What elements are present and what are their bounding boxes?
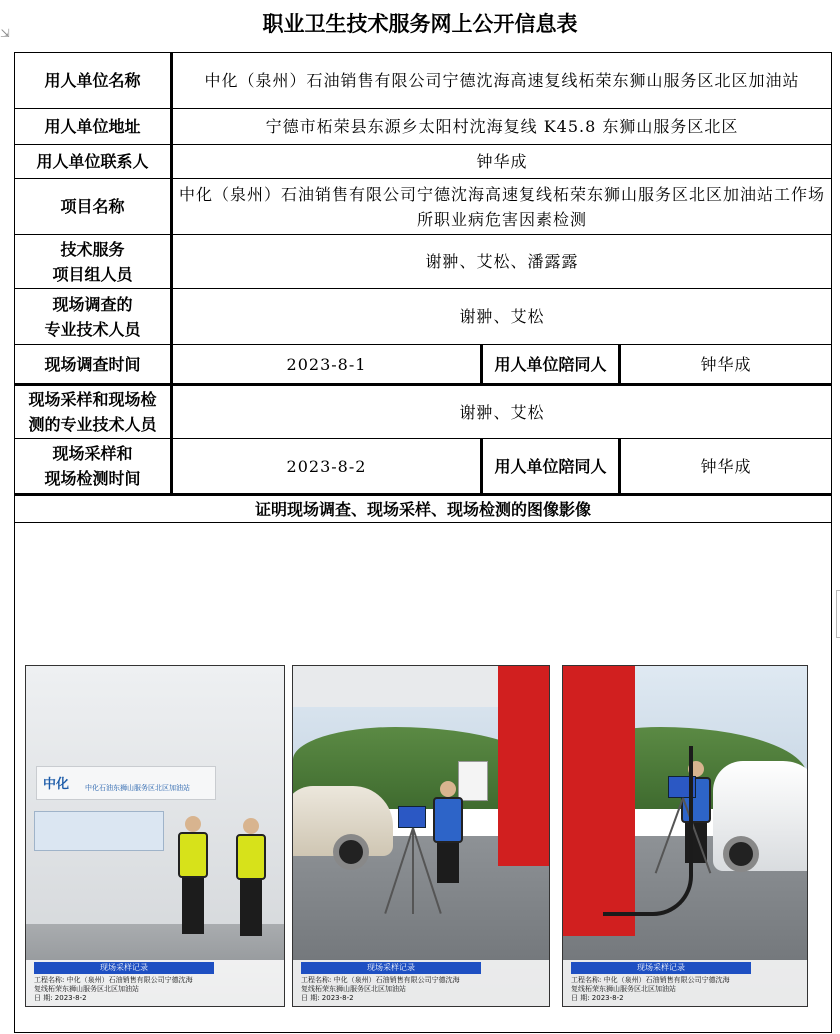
images-cell <box>15 523 832 1033</box>
employer-name-label: 用人单位名称 <box>15 53 172 109</box>
row-images <box>15 523 832 1033</box>
service-team-label <box>15 235 172 289</box>
sampling-staff-label-line1: 现场采样和现场检 <box>28 390 157 409</box>
photo1-person-left <box>178 816 208 934</box>
survey-escort-label: 用人单位陪同人 <box>482 345 620 385</box>
photo3-fuel-hose <box>603 746 693 916</box>
service-team-label-line1: 技术服务 <box>60 239 125 259</box>
photo2-attendant <box>433 781 463 883</box>
sampling-time-label-line1: 现场采样和 <box>52 444 133 463</box>
photo2-caption-title: 现场采样记录 <box>301 962 481 974</box>
photo1-station-sign <box>36 766 216 800</box>
project-name-label: 项目名称 <box>15 179 172 235</box>
survey-staff-label <box>15 289 172 345</box>
row-sampling-time <box>15 439 832 495</box>
photo2-caption-line3: 日 期: 2023-8-2 <box>301 994 354 1002</box>
sampling-escort-label: 用人单位陪同人 <box>482 439 620 495</box>
row-employer-name <box>15 53 832 109</box>
page-edge-marker <box>836 590 840 638</box>
photo1-sign-text: 中化石油东狮山服务区北区加油站 <box>85 784 190 792</box>
photo2-fuel-pump <box>498 666 550 866</box>
photo3-caption-line2: 复线柘荣东狮山服务区北区加油站 <box>571 985 676 993</box>
row-survey-staff <box>15 289 832 345</box>
project-name-value: 中化（泉州）石油销售有限公司宁德沈海高速复线柘荣东狮山服务区北区加油站工作场所职业病危害因素检测 <box>172 179 832 235</box>
service-team-label-line2: 项目组人员 <box>52 264 133 284</box>
row-employer-contact <box>15 145 832 179</box>
photo-sampling-at-pump <box>292 665 550 1007</box>
sampling-time-label-line2: 现场检测时间 <box>44 469 141 488</box>
photo2-caption-line1: 工程名称: 中化（泉州）石油销售有限公司宁德沈海 <box>301 976 460 984</box>
info-table <box>14 52 832 1033</box>
sampling-staff-value: 谢翀、艾松 <box>172 385 832 439</box>
sampling-time-value: 2023-8-2 <box>172 439 482 495</box>
sampling-escort-value: 钟华成 <box>620 439 832 495</box>
photo1-notice-boards <box>34 811 164 851</box>
survey-escort-value: 钟华成 <box>620 345 832 385</box>
photo1-person-right <box>236 818 266 936</box>
employer-contact-value: 钟华成 <box>172 145 832 179</box>
photo-station-sign-staff <box>25 665 285 1007</box>
document-title: 职业卫生技术服务网上公开信息表 <box>262 12 578 36</box>
row-project-name <box>15 179 832 235</box>
photo1-caption-line1: 工程名称: 中化（泉州）石油销售有限公司宁德沈海 <box>34 976 193 984</box>
photo2-caption-line2: 复线柘荣东狮山服务区北区加油站 <box>301 985 406 993</box>
photo2-car-wheel <box>333 834 369 870</box>
photo3-caption-line1: 工程名称: 中化（泉州）石油销售有限公司宁德沈海 <box>571 976 730 984</box>
sampling-staff-label-line2: 测的专业技术人员 <box>28 415 157 434</box>
photo1-caption-line3: 日 期: 2023-8-2 <box>34 994 87 1002</box>
photo2-caption <box>293 960 549 1006</box>
photo3-caption <box>563 960 807 1006</box>
row-service-team <box>15 235 832 289</box>
sampling-staff-label <box>15 385 172 439</box>
photo1-caption-title: 现场采样记录 <box>34 962 214 974</box>
images-heading: 证明现场调查、现场采样、现场检测的图像影像 <box>15 495 832 523</box>
row-employer-address <box>15 109 832 145</box>
photo1-caption-line2: 复线柘荣东狮山服务区北区加油站 <box>34 985 139 993</box>
row-images-heading <box>15 495 832 523</box>
survey-staff-label-line1: 现场调查的 <box>52 294 133 314</box>
service-team-value: 谢翀、艾松、潘露露 <box>172 235 832 289</box>
photo3-caption-title: 现场采样记录 <box>571 962 751 974</box>
photo3-caption-line3: 日 期: 2023-8-2 <box>571 994 624 1002</box>
employer-address-label: 用人单位地址 <box>15 109 172 145</box>
employer-name-value: 中化（泉州）石油销售有限公司宁德沈海高速复线柘荣东狮山服务区北区加油站 <box>172 53 832 109</box>
survey-time-label: 现场调查时间 <box>15 345 172 385</box>
photo-sampling-fuel-nozzle <box>562 665 808 1007</box>
photo3-car-wheel <box>723 836 759 872</box>
employer-address-value: 宁德市柘荣县东源乡太阳村沈海复线 K45.8 东狮山服务区北区 <box>172 109 832 145</box>
row-sampling-staff <box>15 385 832 439</box>
sampling-time-label <box>15 439 172 495</box>
survey-staff-value: 谢翀、艾松 <box>172 289 832 345</box>
photo1-caption <box>26 960 284 1006</box>
photo2-sampler-device <box>398 806 426 828</box>
table-move-handle-icon[interactable]: ⇲ <box>0 26 11 40</box>
survey-time-value: 2023-8-1 <box>172 345 482 385</box>
survey-staff-label-line2: 专业技术人员 <box>44 319 141 339</box>
photo-area <box>15 523 831 1032</box>
employer-contact-label: 用人单位联系人 <box>15 145 172 179</box>
sinochem-logo-icon: 中化 <box>43 777 70 792</box>
row-survey-time <box>15 345 832 385</box>
